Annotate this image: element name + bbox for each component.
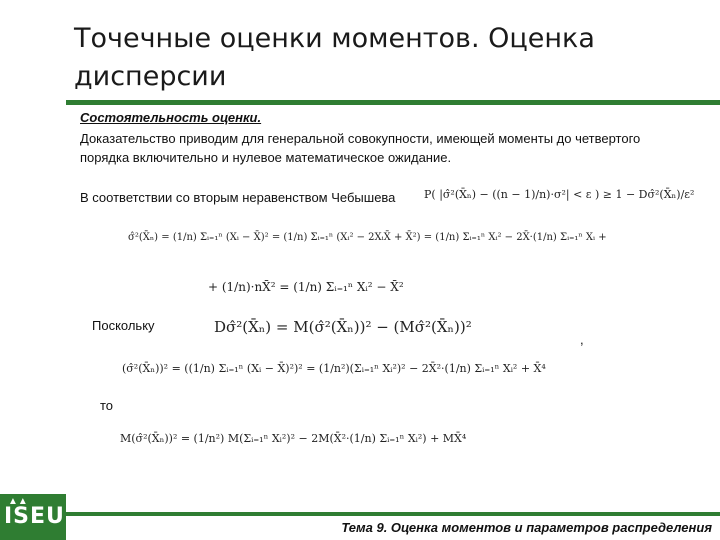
square-expansion-formula: (σ̂²(X̄ₙ))² = ((1/n) Σᵢ₌₁ⁿ (Xᵢ − X̄)²)² = (1/n²)(Σᵢ₌₁ⁿ Xᵢ²)² − 2X̄²·(1/n) Σᵢ₌₁ⁿ Xᵢ² + X̄⁴ [122, 362, 546, 375]
footer-text: Тема 9. Оценка моментов и параметров распределения [341, 520, 712, 535]
body-paragraph: Доказательство приводим для генеральной совокупности, имеющей моменты до четвертого порядка включительно и нулевое математическое ожидание. [80, 131, 641, 165]
comma: , [580, 332, 584, 347]
then-label: то [100, 398, 114, 413]
since-label: Поскольку [92, 318, 155, 333]
chebyshev-label: В соответствии со вторым неравенством Чебышева [80, 190, 396, 205]
title-divider [66, 100, 720, 105]
variance-expansion-formula-line2: + (1/n)·nX̄² = (1/n) Σᵢ₌₁ⁿ Xᵢ² − X̄² [208, 280, 404, 294]
chebyshev-inequality-formula: P( |σ̂²(X̄ₙ) − ((n − 1)/n)·σ²| < ε ) ≥ 1 − Dσ̂²(X̄ₙ)/ε² [424, 188, 695, 201]
variance-of-estimate-formula: Dσ̂²(X̄ₙ) = M(σ̂²(X̄ₙ))² − (Mσ̂²(X̄ₙ))² [214, 318, 472, 336]
slide-title: Точечные оценки моментов. Оценка дисперсии [74, 23, 595, 92]
variance-expansion-formula-line1: σ̂²(X̄ₙ) = (1/n) Σᵢ₌₁ⁿ (Xᵢ − X̄)² = (1/n) Σᵢ₌₁ⁿ (Xᵢ² − 2XᵢX̄ + X̄²) = (1/n) Σᵢ₌₁ⁿ Xᵢ² − 2X̄·(1/n) Σᵢ₌₁ⁿ Xᵢ + [128, 232, 607, 243]
subheading: Состоятельность оценки. [80, 110, 262, 125]
iseu-logo [0, 494, 66, 540]
footer-divider [66, 512, 720, 516]
logo-text: ISEU [4, 504, 65, 529]
expectation-expansion-formula: M(σ̂²(X̄ₙ))² = (1/n²) M(Σᵢ₌₁ⁿ Xᵢ²)² − 2M(X̄²·(1/n) Σᵢ₌₁ⁿ Xᵢ²) + MX̄⁴ [120, 432, 467, 445]
logo-mark-icon: ▲▲ [8, 496, 28, 507]
